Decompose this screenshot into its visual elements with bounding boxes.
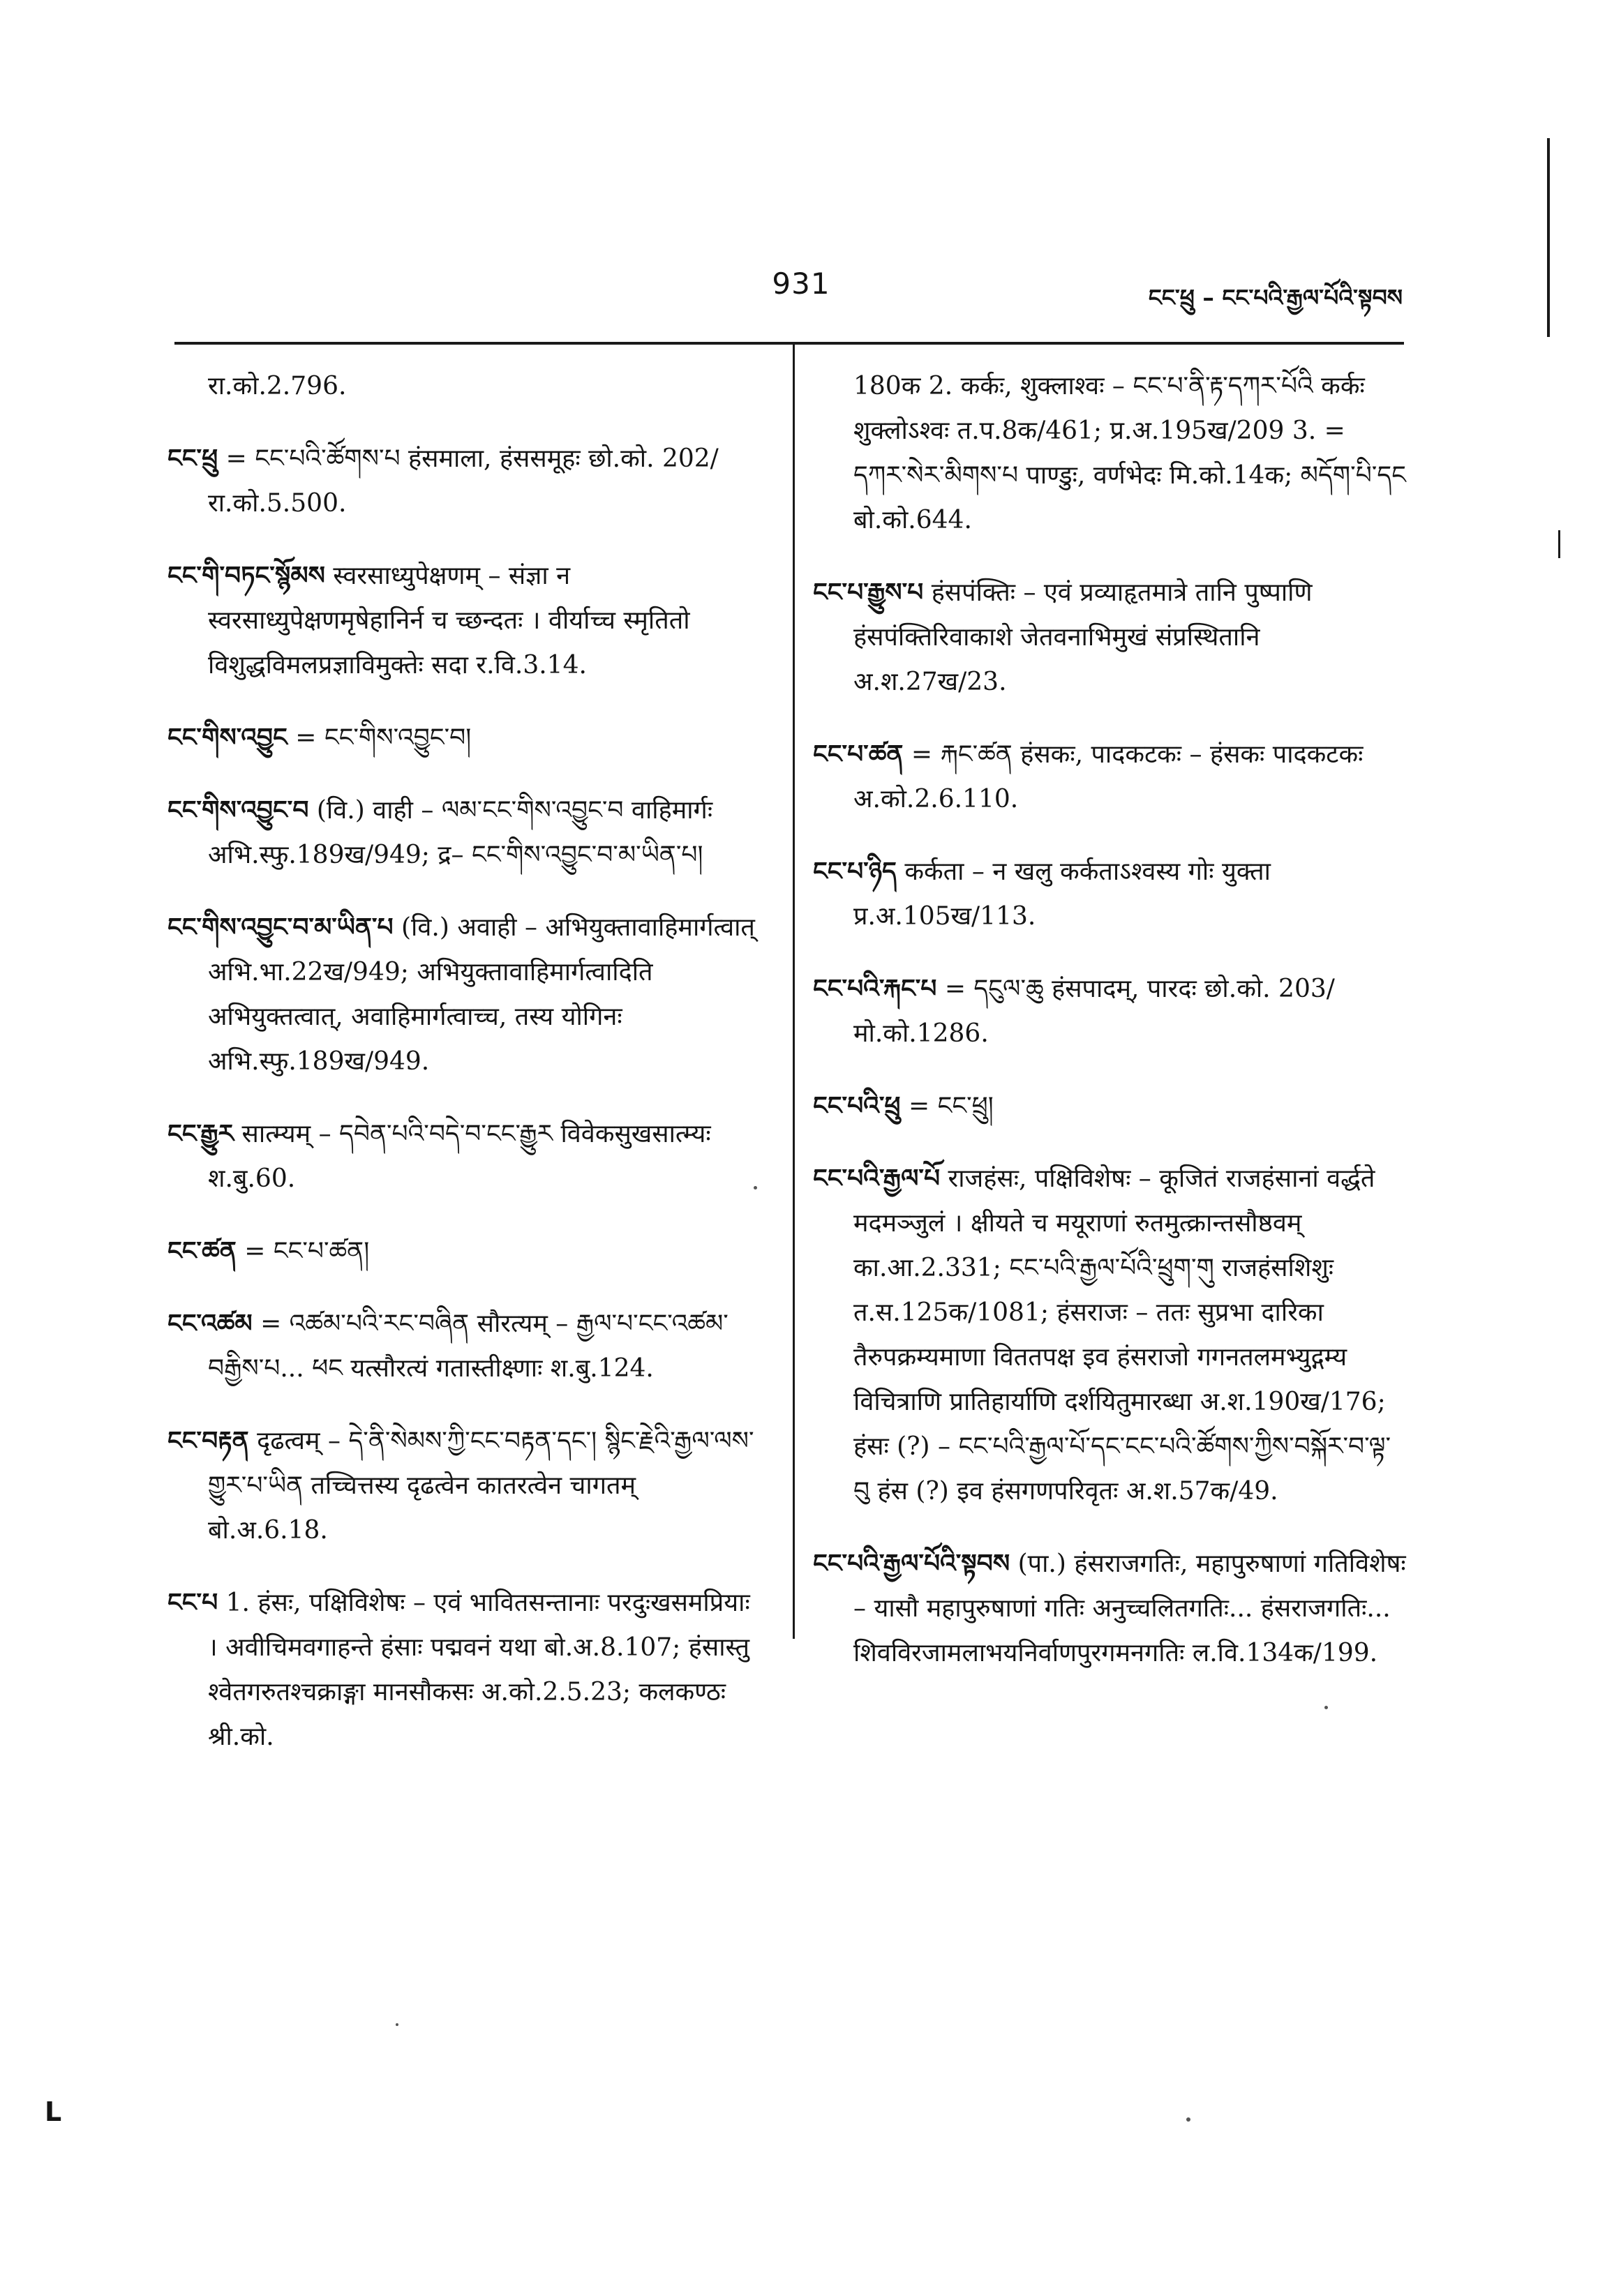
entry-headword: ངང་པ་ཚན (813, 740, 904, 769)
entry-headword: ངང་པའི་ཕྲུ (813, 1092, 901, 1120)
entry-headword: ངང་བརྟན (167, 1427, 249, 1455)
dictionary-entry (167, 1229, 761, 1274)
entry-text: (वि.) वाही – ལམ་ངང་གིས་འབྱུང་བ वाहिमार्गः अभि.स्फु.189ख/949; द्र– ངང་གིས་འབྱུང་བ་མ་ཡིན་པ། (208, 796, 713, 869)
entry-headword: ངང་པའི་རྐང་པ (813, 975, 937, 1003)
dictionary-entry (813, 850, 1406, 939)
column-divider (793, 345, 795, 1639)
scan-edge-mark-small (1558, 530, 1560, 558)
entry-headword: ངང་འཚམ (167, 1310, 253, 1338)
entry-text: हंसपंक्तिः – एवं प्रव्याहृतमात्रे तानि पुष्पाणि हंसपंक्तिरिवाकाशे जेतवनाभिमुखं संप्रस्थितानि अ.श.27ख/23. (853, 578, 1313, 696)
scan-edge-mark (1547, 138, 1550, 337)
dictionary-entry (813, 967, 1406, 1056)
running-head: ངང་ཕྲུ – ངང་པའི་རྒྱལ་པོའི་སྟབས (1148, 284, 1403, 311)
left-column (167, 364, 761, 1787)
dictionary-entry (813, 571, 1406, 705)
entry-continuation (167, 364, 761, 409)
dictionary-entry (813, 1157, 1406, 1514)
scan-speck (1186, 2117, 1190, 2122)
right-column (813, 364, 1406, 1704)
entry-continuation (813, 364, 1406, 543)
entry-text: राजहंसः, पक्षिविशेषः – कूजितं राजहंसानां वर्द्धते मदमञ्जुलं । क्षीयते च मयूराणां रुतमुत्क्रान्तसौष्ठवम् का.आ.2.331; ངང་པའི་རྒྱལ་པོའི་ཕྲུག་གུ राजहंसशिशुः त.स.125क/1081; हंसराजः – ततः सुप्रभा दारिका तैरुपक्रम्यमाणा विततपक्ष इव हंसराजो गगनतलमभ्युद्गम्य विचित्राणि प्रातिहार्याणि दर्शयितुमारब्धा अ.श.190ख/176; हंसः (?) – ངང་པའི་རྒྱལ་པོ་དང་ངང་པའི་ཚོགས་ཀྱིས་བསྐོར་བ་ལྟ་བུ हंस (?) इव हंसगणपरिवृतः अ.श.57क/49. (853, 1164, 1391, 1506)
entry-text: = ངང་པ་ཚན། (244, 1237, 370, 1266)
entry-text: कर्कता – न खलु कर्कताऽश्वस्य गोः युक्ता प्र.अ.105ख/113. (853, 857, 1271, 931)
entry-text: = ངང་པའི་ཚོགས་པ हंसमाला, हंससमूहः छो.को. 202/रा.को.5.500. (208, 444, 719, 518)
dictionary-entry (167, 716, 761, 760)
corner-mark: L (45, 2096, 62, 2127)
entry-headword: ངང་གི་བཏང་སྙོམས (167, 562, 325, 590)
dictionary-entry (167, 1419, 761, 1553)
dictionary-entry (813, 733, 1406, 822)
scan-speck (754, 1186, 757, 1190)
entry-text: दृढत्वम् – དེ་ནི་སེམས་ཀྱི་ངང་བརྟན་དང་། སྙིང་རྗེའི་རྒྱལ་ལས་གྱུར་པ་ཡིན तच्चित्तस्य दृढत्वेन कातरत्वेन चागतम् बो.अ.6.18. (208, 1427, 754, 1545)
entry-text: = ངང་གིས་འབྱུང་བ། (295, 723, 472, 752)
entry-headword: ངང་གིས་འབྱུང་བ (167, 796, 309, 825)
entry-text: सात्म्यम् – དབེན་པའི་བདེ་བ་ངང་རྒྱུར विवेकसुखसात्म्यः श.बु.60. (208, 1120, 711, 1193)
dictionary-entry (167, 1302, 761, 1391)
dictionary-entry (167, 1581, 761, 1759)
scan-speck (1324, 1706, 1328, 1709)
dictionary-entry (167, 437, 761, 526)
entry-headword: ངང་ཕྲུ (167, 444, 218, 473)
entry-text: = རྐང་ཚན हंसकः, पादकटकः – हंसकः पादकटकः अ.को.2.6.110. (853, 740, 1364, 813)
entry-headword: ངང་པའི་རྒྱལ་པོ (813, 1164, 941, 1193)
entry-headword: ངང་རྒྱུར (167, 1120, 234, 1148)
entry-text: 1. हंसः, पक्षिविशेषः – एवं भावितसन्तानाः परदुःखसमप्रियाः । अवीचिमवगाहन्ते हंसाः पद्मवनं यथा बो.अ.8.107; हंसास्तु श्वेतगरुतश्चक्राङ्गा मानसौकसः अ.को.2.5.23; कलकण्ठः श्री.को. (208, 1589, 750, 1751)
dictionary-entry (167, 788, 761, 878)
entry-headword: ངང་པ (167, 1589, 218, 1617)
dictionary-entry (167, 1112, 761, 1201)
entry-headword: ངང་པ་རྒྱུས་པ (813, 578, 924, 607)
page-number: 931 (772, 267, 830, 301)
entry-headword: ངང་པ་ཉིད (813, 857, 897, 886)
entry-text: (वि.) अवाही – अभियुक्तावाहिमार्गत्वात् अभि.भा.22ख/949; अभियुक्तावाहिमार्गत्वादिति अभियुक्तत्वात्, अवाहिमार्गत्वाच्च, तस्य योगिनः अभि.स्फु.189ख/949. (208, 913, 755, 1076)
entry-headword: ངང་གིས་འབྱུང (167, 723, 287, 752)
entry-text: = ངང་ཕྲུ། (908, 1092, 994, 1120)
entry-text: स्वरसाध्युपेक्षणम् – संज्ञा न स्वरसाध्युपेक्षणमृषेहानिर्न च च्छन्दतः । वीर्याच्च स्मृतितो विशुद्धविमलप्रज्ञाविमुक्तेः सदा र.वि.3.14. (208, 562, 690, 680)
dictionary-entry (813, 1542, 1406, 1676)
entry-text: (पा.) हंसराजगतिः, महापुरुषाणां गतिविशेषः – यासौ महापुरुषाणां गतिः अनुच्चलितगतिः... हंसराजगतिः... शिवविरजामलाभयनिर्वाणपुरगमनगतिः ल.वि.134क/199. (853, 1550, 1406, 1667)
entry-headword: ངང་པའི་རྒྱལ་པོའི་སྟབས (813, 1550, 1010, 1578)
header-rule (174, 342, 1404, 345)
entry-headword: ངང་ཚན (167, 1237, 237, 1266)
dictionary-entry (813, 1084, 1406, 1129)
entry-text: = འཚམ་པའི་རང་བཞིན सौरत्यम् – རྒྱལ་པ་ངང་འཚམ་བརྒྱིས་པ... ཕང यत्सौरत्यं गतास्तीक्ष्णाः श.बु.124. (208, 1310, 729, 1383)
dictionary-entry (167, 554, 761, 688)
entry-text: रा.को.2.796. (208, 372, 347, 400)
entry-headword: ངང་གིས་འབྱུང་བ་མ་ཡིན་པ (167, 913, 394, 942)
scan-speck (396, 2023, 398, 2026)
entry-text: 180क 2. कर्कः, शुक्लाश्वः – ངང་པ་ནི་རྟ་དཀར་པོའི कर्कः शुक्लोऽश्वः त.प.8क/461; प्र.अ.195ख/209 3. = དཀར་སེར་མིགས་པ पाण्डुः, वर्णभेदः मि.को.14क; མདོག་པི་དང बो.को.644. (853, 372, 1406, 534)
dictionary-entry (167, 906, 761, 1084)
entry-text: = དངུལ་ཆུ हंसपादम्, पारदः छो.को. 203/मो.को.1286. (853, 975, 1335, 1048)
